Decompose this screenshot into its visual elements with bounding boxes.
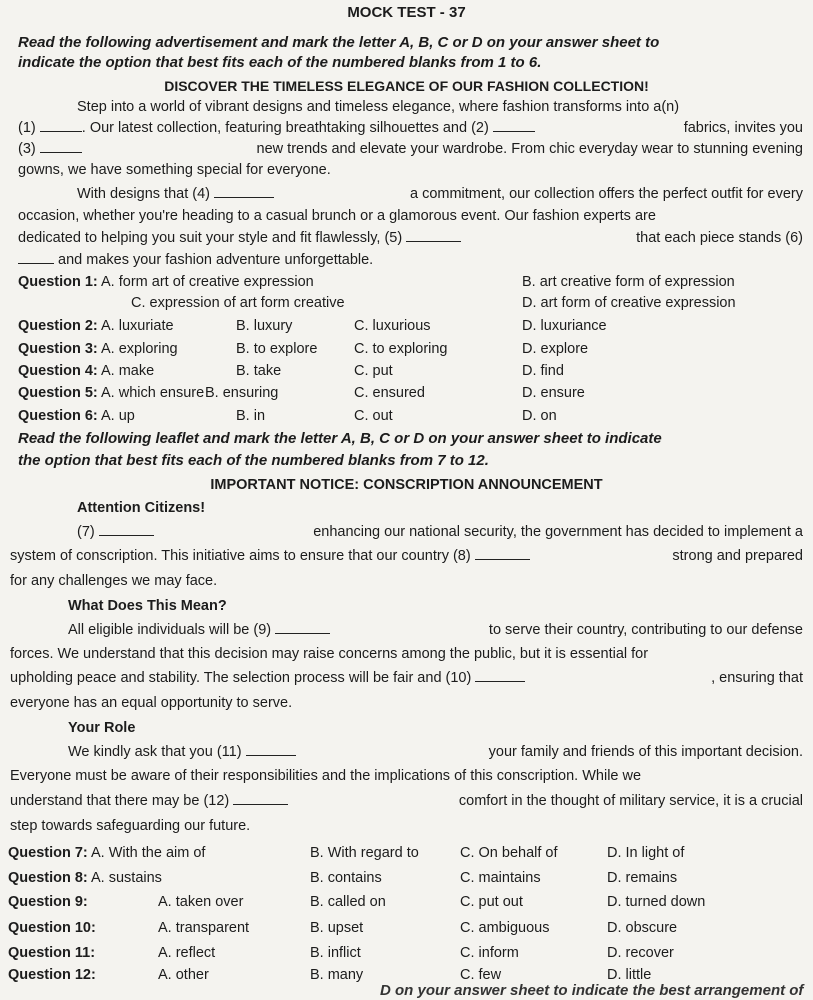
n-p3-line2: Everyone must be aware of their responsibilities and the implications of this conscription. While we — [10, 768, 642, 784]
p2-line1: With designs that (4) a commitment, our collection offers the perfect outfit for every — [77, 186, 803, 202]
n-p3-line1: We kindly ask that you (11) your family and friends of this important decision. — [68, 744, 803, 760]
n-p2-line2: forces. We understand that this decision may raise concerns among the public, but it is essential for — [10, 646, 649, 662]
p2-line2: occasion, whether you're heading to a casual brunch or a glamorous event. Our fashion experts are — [18, 208, 656, 224]
p2-line3: dedicated to helping you suit your style and fit flawlessly, (5) that each piece stands (6) — [18, 230, 803, 246]
n-p2-line3: upholding peace and stability. The selection process will be fair and (10) , ensuring that — [10, 670, 803, 686]
n-p1-line2: system of conscription. This initiative aims to ensure that our country (8) strong and prepared — [10, 548, 803, 564]
p1-line4: gowns, we have something special for everyone. — [18, 162, 331, 178]
part2-instruction-2: the option that best fits each of the numbered blanks from 7 to 12. — [18, 452, 489, 469]
n-p3-line3: understand that there may be (12) comfort in the thought of military service, it is a crucial — [10, 793, 803, 809]
part1-title: DISCOVER THE TIMELESS ELEGANCE OF OUR FASHION COLLECTION! — [164, 78, 649, 94]
page: MOCK TEST - 37 Read the following advertisement and mark the letter A, B, C or D on your answer sheet to indicate the option that best fits each of the numbered blanks from 1 to 6. DISCOVER THE TIMELESS ELEGANCE OF OUR FASHION COLLECTION! Step into a world of vibrant designs and timeless elegance, where fashion transforms into a(n) (1) . Our latest collection, featuring breathtaking silhouettes and (2) fabrics, invites you (3) new trends and elevate your wardrobe. From chic everyday wear to stunning evening gowns, we have something special for everyone. With designs that (4) a commitment, our collection offers the perfect outfit for every occasion, whether you're heading to a casual brunch or a glamorous event. Our fashion experts are dedicated to helping you suit your style and fit flawlessly, (5) that each piece stands (6) and makes your fashion adventure unforgettable. Question 1: A. form art of creative expression B. art creative form of expression C. expression of art form creative D. art form of creative expression Question 2: A. luxuriate B. luxury C. luxurious D. luxuriance Question 3: A. exploring B. to explore C. to exploring D. explore Question 4: A. make B. take C. put D. find Question 5: A. which ensure B. ensuring C. ensured D. ensure Question 6: A. up B. in C. out D. on Read the following leaflet and mark the letter A, B, C or D on your answer sheet to indicate the option that best fits each of the numbered blanks from 7 to 12. IMPORTANT NOTICE: CONSCRIPTION ANNOUNCEMENT Attention Citizens! (7) enhancing our national security, the government has decided to implement a system of conscription. This initiative aims to ensure that our country (8) strong and prepared for any challenges we may face. What Does This Mean? All eligible individuals will be (9) to serve their country, contributing to our defense forces. We understand that this decision may raise concerns among the public, but it is essential for upholding peace and stability. The selection process will be fair and (10) , ensuring that everyone has an equal opportunity to serve. Your Role We kindly ask that you (11) your family and friends of this important decision. Everyone must be aware of their responsibilities and the implications of this conscription. While we understand that there may be (12) comfort in the thought of military service, it is a crucial step towards safeguarding our future. Question 7: A. With the aim of B. With regard to C. On behalf of D. In light of Question 8: A. sustains B. contains C. maintains D. remains Question 9: A. taken over B. called on C. put out D. turned down Question 10: A. transparent B. upset C. ambiguous D. obscure Question 11: A. reflect B. inflict C. inform D. recover Question 12: A. other B. many C. few D. little D on your answer sheet to indicate the best arrangement of — [0, 0, 813, 996]
n-p2-line4: everyone has an equal opportunity to serve. — [10, 695, 293, 711]
part1-instruction-1: Read the following advertisement and mark the letter A, B, C or D on your answer sheet to — [18, 34, 660, 51]
heading-role: Your Role — [68, 720, 136, 736]
part2-title: IMPORTANT NOTICE: CONSCRIPTION ANNOUNCEMENT — [210, 477, 603, 493]
p1-line1: Step into a world of vibrant designs and timeless elegance, where fashion transforms into a(n) — [77, 99, 680, 115]
part1-instruction-2: indicate the option that best fits each of the numbered blanks from 1 to 6. — [18, 54, 542, 71]
p2-line4: and makes your fashion adventure unforgettable. — [18, 251, 813, 269]
footer-cut-text: D on your answer sheet to indicate the best arrangement of — [380, 982, 804, 999]
n-p2-line1: All eligible individuals will be (9) to serve their country, contributing to our defense — [68, 622, 803, 638]
n-p3-line4: step towards safeguarding our future. — [10, 818, 251, 834]
n-p1-line1: (7) enhancing our national security, the government has decided to implement a — [77, 524, 803, 540]
n-p1-line3: for any challenges we may face. — [10, 573, 218, 589]
heading-attention: Attention Citizens! — [77, 500, 206, 516]
p1-line3: (3) new trends and elevate your wardrobe. From chic everyday wear to stunning evening — [18, 141, 803, 157]
page-header: MOCK TEST - 37 — [347, 4, 466, 21]
p1-line2: (1) . Our latest collection, featuring breathtaking silhouettes and (2) fabrics, invites you — [18, 120, 803, 136]
heading-meaning: What Does This Mean? — [68, 598, 227, 614]
part2-instruction-1: Read the following leaflet and mark the letter A, B, C or D on your answer sheet to indicate — [18, 430, 662, 447]
